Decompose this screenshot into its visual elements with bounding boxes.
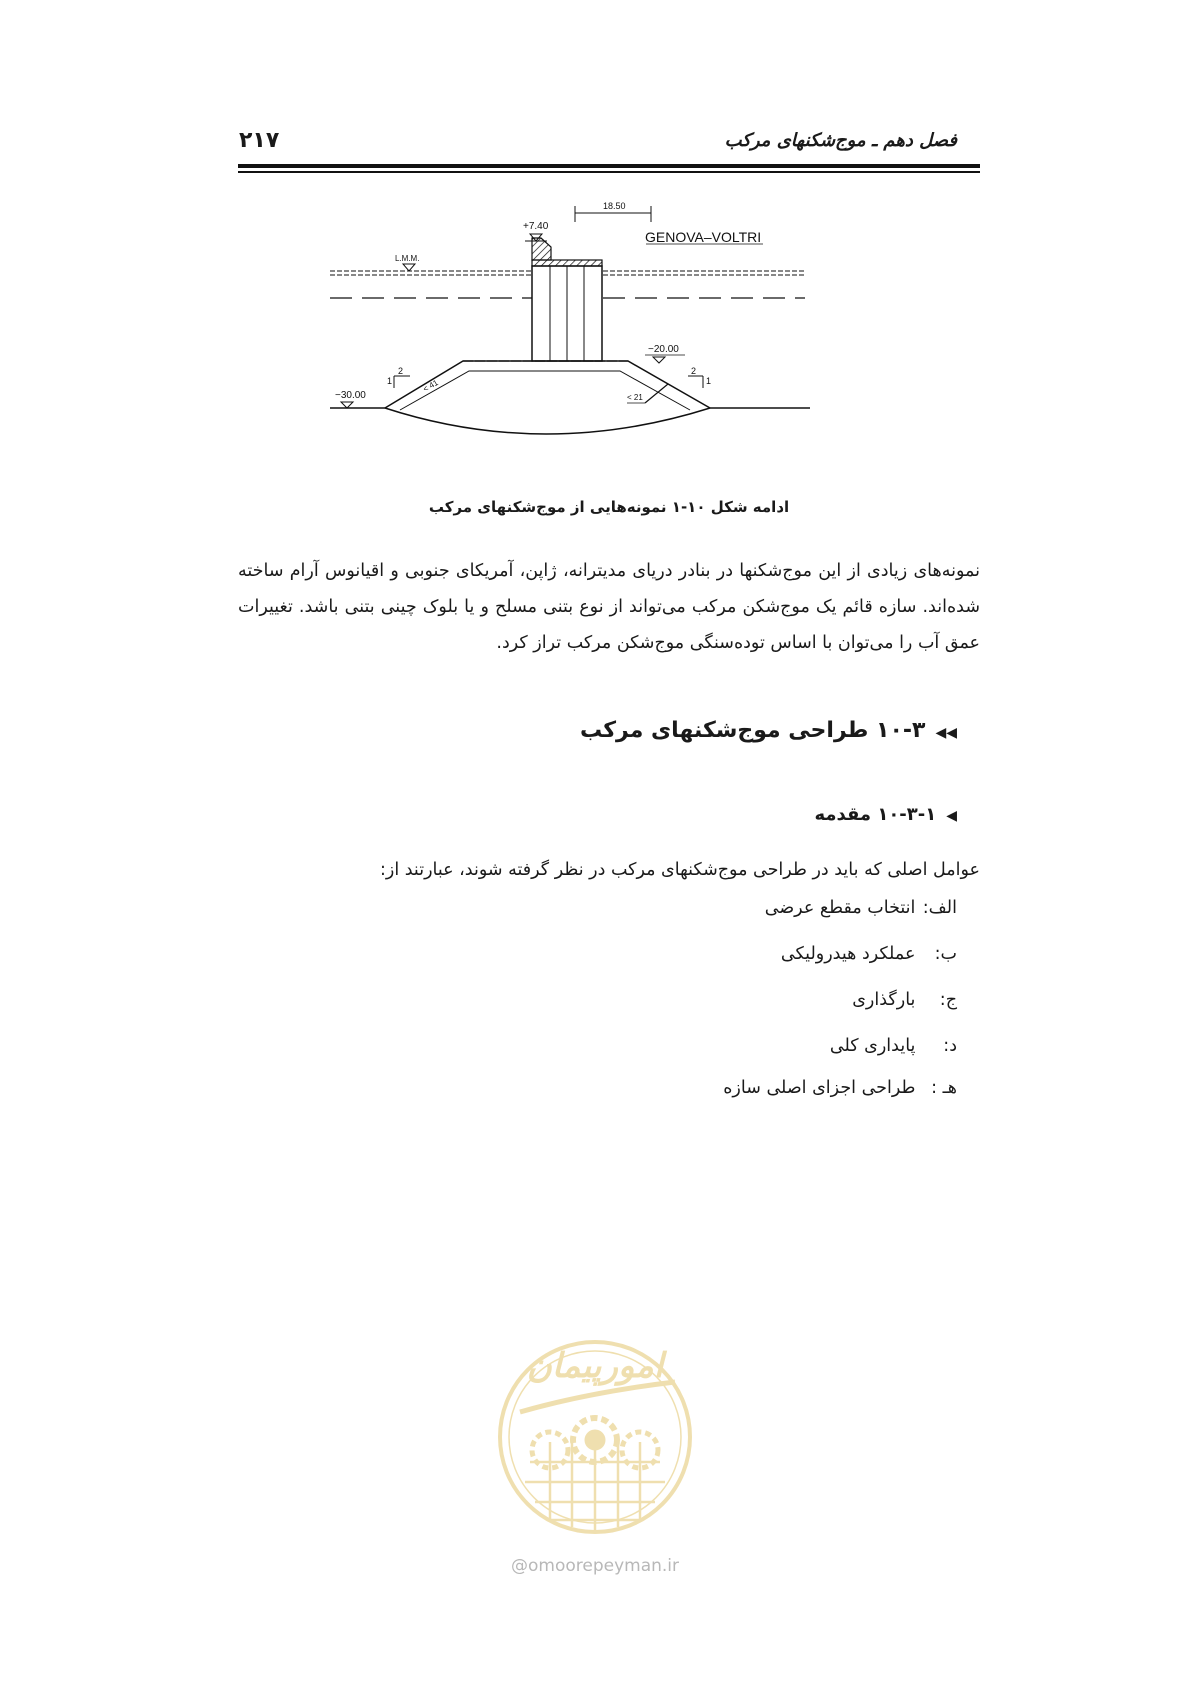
subsection-title: ۱۰-۳-۱ مقدمه <box>814 804 937 825</box>
subsection-heading <box>815 804 958 825</box>
page-number: ۲۱۷ <box>239 128 280 153</box>
watermark-logo-text: امورپیمان <box>526 1346 664 1386</box>
list-letter: الف: <box>922 898 957 918</box>
left-slope-v-label: 2 <box>398 366 404 376</box>
figure-caption: ادامه شکل ۱۰-۱ نمونه‌هایی از موج‌شکنهای مرکب <box>428 498 790 516</box>
list-letter: هـ : <box>931 1078 957 1098</box>
section-heading <box>580 718 957 743</box>
left-slope-indicator <box>387 366 440 394</box>
list-item <box>830 1036 957 1056</box>
list-item <box>852 990 957 1010</box>
left-angle-label: < 41 <box>421 378 440 394</box>
location-label: GENOVA–VOLTRI <box>645 229 762 245</box>
section-title: ۱۰-۳ طراحی موج‌شکنهای مرکب <box>579 718 926 743</box>
list-item <box>765 898 957 918</box>
caisson <box>532 238 602 361</box>
berm-level-marker <box>645 344 685 363</box>
running-head: فصل دهم ـ موج‌شکنهای مرکب <box>724 130 957 151</box>
list-letter: ب: <box>934 944 957 964</box>
arrow-icon: ◀ <box>946 808 957 824</box>
list-text: پایداری کلی <box>829 1036 916 1056</box>
breakwater-cross-section-figure <box>335 200 885 470</box>
top-width-label: 18.50 <box>603 201 626 211</box>
right-slope-h-label: 1 <box>706 376 712 386</box>
watermark-site-text: omoorepeyman.ir <box>527 1556 680 1576</box>
water-level-label: L.M.M. <box>395 254 420 263</box>
berm-level-label: −20.00 <box>648 344 679 355</box>
double-arrow-icon: ◀◀ <box>935 725 957 741</box>
list-item <box>781 944 957 964</box>
right-angle-label: < 21 <box>627 393 643 402</box>
list-item <box>723 1078 957 1098</box>
left-slope-h-label: 1 <box>387 376 393 386</box>
seabed-level-marker <box>335 390 366 408</box>
watermark-logo <box>490 1322 700 1552</box>
seabed-level-label: −30.00 <box>335 390 366 401</box>
list-text: عملکرد هیدرولیکی <box>780 944 916 964</box>
watermark-site <box>470 1556 720 1576</box>
rubble-mound <box>385 361 710 434</box>
list-letter: ج: <box>939 990 957 1010</box>
header-rule-thin <box>238 171 980 173</box>
list-text: بارگذاری <box>852 990 916 1010</box>
at-icon: @ <box>510 1556 528 1576</box>
list-letter: د: <box>943 1036 957 1056</box>
water-level-marker <box>395 254 419 271</box>
list-text: انتخاب مقطع عرضی <box>764 898 916 918</box>
intro-paragraph: نمونه‌های زیادی از این موج‌شکنها در بنادر دریای مدیترانه، ژاپن، آمریکای جنوبی و اقیانوس آرام ساخته شده‌اند. سازه قائم یک موج‌شکن مرکب می‌تواند از نوع بتنی مسلح و یا بلوک چینی بتنی باشد. تغییرات عمق آب را می‌توان با اساس توده‌سنگی موج‌شکن مرکب تراز کرد. <box>238 561 980 653</box>
crest-level-label: +7.40 <box>523 221 549 232</box>
factors-paragraph: عوامل اصلی که باید در طراحی موج‌شکنهای مرکب در نظر گرفته شوند، عبارتند از: <box>379 860 980 880</box>
top-width-dimension <box>575 201 651 222</box>
right-slope-v-label: 2 <box>691 366 697 376</box>
header-rule-thick <box>238 164 980 168</box>
list-text: طراحی اجزای اصلی سازه <box>723 1078 916 1098</box>
